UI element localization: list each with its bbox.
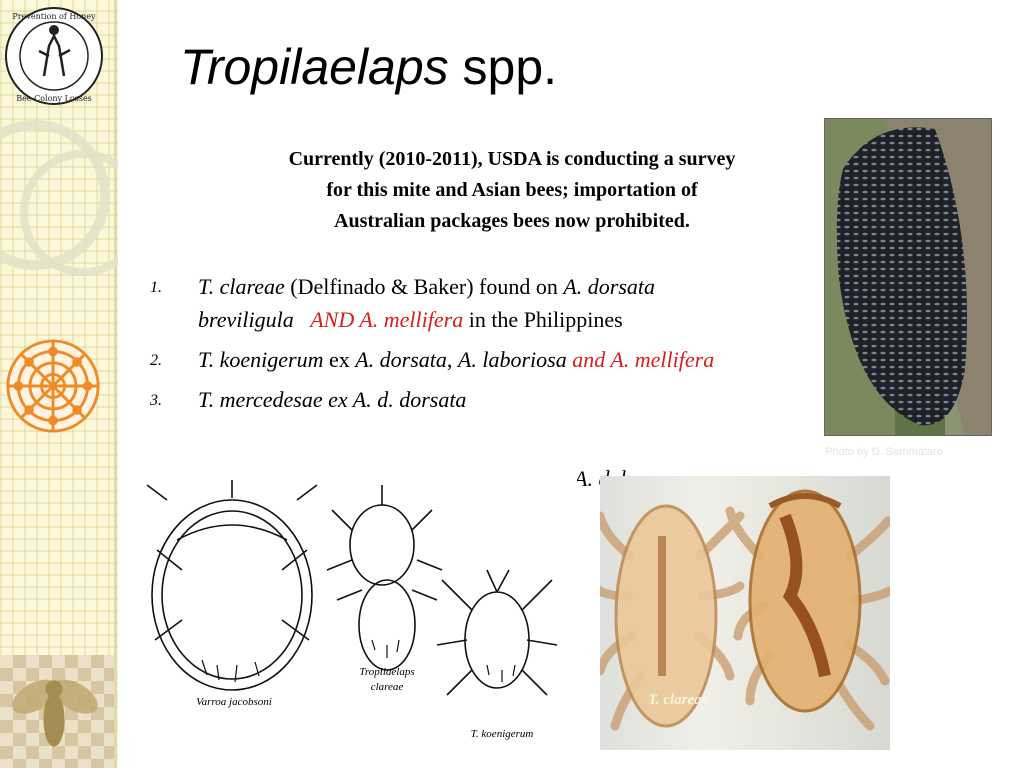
species-authority: (Delfinado & Baker) found on bbox=[284, 274, 564, 299]
mite-microscope-photo bbox=[600, 476, 890, 750]
list-item bbox=[150, 383, 815, 416]
rosette-ornament-icon bbox=[5, 338, 101, 434]
species-list bbox=[150, 270, 815, 423]
bee-colony-image bbox=[825, 119, 991, 435]
title-suffix: spp. bbox=[448, 39, 558, 95]
host-name-highlight: AND A. mellifera bbox=[310, 307, 464, 332]
mite-line-art bbox=[137, 470, 577, 750]
svg-text:Bee Colony Losses: Bee Colony Losses bbox=[16, 94, 92, 103]
list-number: 3. bbox=[150, 392, 162, 409]
svg-text:Prevention of Honey: Prevention of Honey bbox=[12, 12, 96, 21]
species-name: T. clareae bbox=[198, 274, 285, 299]
title-genus: Tropilaelaps bbox=[180, 39, 449, 95]
label-koenigerum: T. koenigerum bbox=[470, 728, 534, 740]
host-name: A. laboriosa bbox=[457, 347, 567, 372]
connector-text: ex bbox=[323, 347, 356, 372]
label-clareae: clareae bbox=[370, 681, 404, 693]
list-number: 1. bbox=[150, 279, 162, 296]
mite-specimen-image bbox=[600, 476, 890, 750]
partial-list-text: A. bbox=[574, 466, 593, 491]
intro-line-2: for this mite and Asian bees; importation of bbox=[326, 179, 698, 201]
photo-credit: Photo by D. Sammataro bbox=[825, 446, 943, 458]
intro-paragraph bbox=[222, 144, 802, 237]
mite-drawings bbox=[137, 470, 577, 750]
species-name: T. koenigerum bbox=[198, 347, 324, 372]
species-entry: T. mercedesae ex A. d. dorsata bbox=[198, 387, 467, 412]
label-varroa: Varroa jacobsoni bbox=[196, 696, 272, 708]
seal-logo-icon bbox=[4, 6, 104, 106]
hive-photo bbox=[824, 118, 992, 436]
decorative-sidebar bbox=[0, 0, 118, 768]
location-text: in the Philippines bbox=[463, 307, 623, 332]
intro-line-3: Australian packages bees now prohibited. bbox=[334, 210, 690, 232]
slide-title bbox=[180, 38, 557, 96]
list-item bbox=[150, 343, 815, 376]
host-name-highlight: and A. mellifera bbox=[572, 347, 715, 372]
host-name: A. dorsata bbox=[355, 347, 447, 372]
host-name: A. dorsata breviligula bbox=[198, 274, 656, 332]
separator-text: , bbox=[446, 347, 458, 372]
label-tropilaelaps: Tropilaelaps bbox=[359, 666, 415, 678]
intro-line-1: Currently (2010-2011), USDA is conducting a survey bbox=[288, 148, 736, 170]
bee-silhouette-icon bbox=[6, 668, 102, 758]
sidebar-rule bbox=[114, 0, 117, 768]
list-number: 2. bbox=[150, 352, 162, 369]
photo-caption: T. clareae bbox=[648, 692, 709, 708]
list-item bbox=[150, 270, 815, 336]
